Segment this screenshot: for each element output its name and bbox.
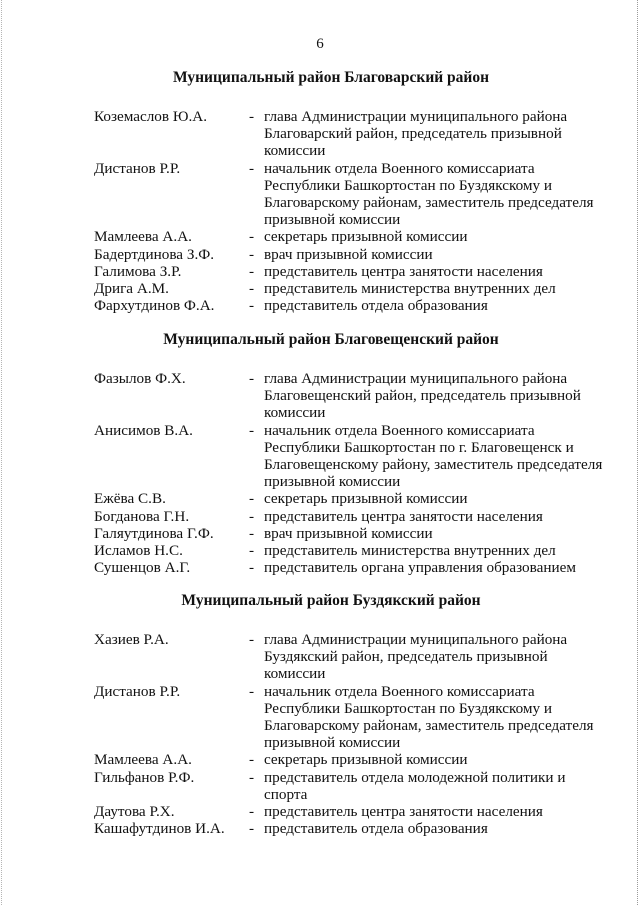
- member-role: представитель центра занятости населения: [264, 803, 543, 821]
- member-role: секретарь призывной комиссии: [264, 490, 468, 508]
- member-row: [0, 490, 640, 507]
- member-role: глава Администрации муниципального района Буздякский район, председатель призывной комиссии: [264, 631, 568, 683]
- member-dash: -: [249, 559, 255, 577]
- member-dash: -: [249, 228, 255, 246]
- member-list: [0, 370, 640, 576]
- member-name: Кашафутдинов И.А.: [94, 820, 225, 838]
- member-role: глава Администрации муниципального района Благоварский район, председатель призывной комиссии: [264, 108, 568, 160]
- member-dash: -: [249, 768, 255, 786]
- section-title: Муниципальный район Благоварский район: [172, 69, 490, 86]
- member-role: начальник отдела Военного комиссариата Республики Башкортостан по г. Благовещенск и Благовещенскому району, заместитель председателя призывной комиссии: [264, 421, 603, 491]
- member-name: Дистанов Р.Р.: [94, 682, 181, 700]
- member-dash: -: [249, 820, 255, 838]
- section-blagoveshchensky: [0, 330, 640, 576]
- member-row: [0, 108, 640, 160]
- member-name: Мамлеева А.А.: [94, 751, 192, 769]
- member-role: начальник отдела Военного комиссариата Республики Башкортостан по Буздякскому и Благоварскому районам, заместитель председателя призывной комиссии: [264, 159, 594, 229]
- member-role: представитель центра занятости населения: [264, 262, 543, 280]
- member-dash: -: [249, 108, 255, 125]
- member-row: [0, 542, 640, 559]
- member-role: представитель отдела молодежной политики и спорта: [264, 768, 566, 803]
- member-row: [0, 683, 640, 752]
- member-role: начальник отдела Военного комиссариата Республики Башкортостан по Буздякскому и Благоварскому районам, заместитель председателя призывной комиссии: [264, 682, 594, 752]
- page-number: 6: [316, 36, 324, 52]
- member-dash: -: [249, 524, 255, 542]
- member-row: [0, 820, 640, 837]
- member-row: [0, 228, 640, 245]
- member-dash: -: [249, 507, 255, 525]
- member-role: представитель министерства внутренних дел: [264, 280, 556, 298]
- member-role: представитель министерства внутренних дел: [264, 542, 556, 560]
- member-row: [0, 160, 640, 229]
- member-row: [0, 422, 640, 491]
- member-role: представитель органа управления образованием: [264, 559, 576, 577]
- section-buzdyaksky: [0, 591, 640, 837]
- member-name: Бадертдинова З.Ф.: [94, 245, 215, 263]
- member-dash: -: [249, 490, 255, 508]
- member-name: Ежёва С.В.: [94, 490, 166, 508]
- member-dash: -: [249, 245, 255, 263]
- member-row: [0, 246, 640, 263]
- member-role: представитель отдела образования: [264, 297, 488, 315]
- member-role: представитель центра занятости населения: [264, 507, 543, 525]
- member-name: Фархутдинов Ф.А.: [94, 297, 215, 315]
- member-name: Фазылов Ф.Х.: [94, 370, 186, 387]
- member-name: Богданова Г.Н.: [94, 507, 190, 525]
- member-name: Коземаслов Ю.А.: [94, 108, 208, 125]
- section-title: Муниципальный район Буздякский район: [181, 592, 481, 609]
- member-dash: -: [249, 682, 255, 700]
- section-title: Муниципальный район Благовещенский район: [163, 331, 499, 348]
- member-name: Хазиев Р.А.: [94, 631, 169, 648]
- member-name: Гильфанов Р.Ф.: [94, 768, 195, 786]
- member-row: [0, 803, 640, 820]
- member-role: секретарь призывной комиссии: [264, 751, 468, 769]
- member-role: врач призывной комиссии: [264, 245, 433, 263]
- member-row: [0, 370, 640, 422]
- member-list: [0, 631, 640, 837]
- section-blagovarsky: [0, 68, 640, 314]
- member-name: Сушенцов А.Г.: [94, 559, 191, 577]
- member-row: [0, 263, 640, 280]
- member-role: секретарь призывной комиссии: [264, 228, 468, 246]
- member-row: [0, 631, 640, 683]
- member-role: врач призывной комиссии: [264, 524, 433, 542]
- member-role: глава Администрации муниципального района Благовещенский район, председатель призывной комиссии: [264, 370, 581, 422]
- member-dash: -: [249, 421, 255, 439]
- member-role: представитель отдела образования: [264, 820, 488, 838]
- member-dash: -: [249, 262, 255, 280]
- member-dash: -: [249, 280, 255, 298]
- member-name: Анисимов В.А.: [94, 421, 193, 439]
- member-row: [0, 525, 640, 542]
- member-row: [0, 751, 640, 768]
- member-name: Галяутдинова Г.Ф.: [94, 524, 214, 542]
- member-row: [0, 280, 640, 297]
- member-name: Мамлеева А.А.: [94, 228, 192, 246]
- member-dash: -: [249, 542, 255, 560]
- member-dash: -: [249, 631, 255, 648]
- member-name: Дистанов Р.Р.: [94, 159, 181, 177]
- member-name: Галимова З.Р.: [94, 262, 182, 280]
- member-name: Исламов Н.С.: [94, 542, 183, 560]
- member-name: Даутова Р.Х.: [94, 803, 175, 821]
- member-dash: -: [249, 159, 255, 177]
- member-row: [0, 559, 640, 576]
- member-row: [0, 508, 640, 525]
- member-dash: -: [249, 803, 255, 821]
- member-row: [0, 297, 640, 314]
- member-dash: -: [249, 297, 255, 315]
- member-list: [0, 108, 640, 314]
- member-dash: -: [249, 751, 255, 769]
- member-row: [0, 769, 640, 803]
- member-name: Дрига А.М.: [94, 280, 169, 298]
- member-dash: -: [249, 370, 255, 387]
